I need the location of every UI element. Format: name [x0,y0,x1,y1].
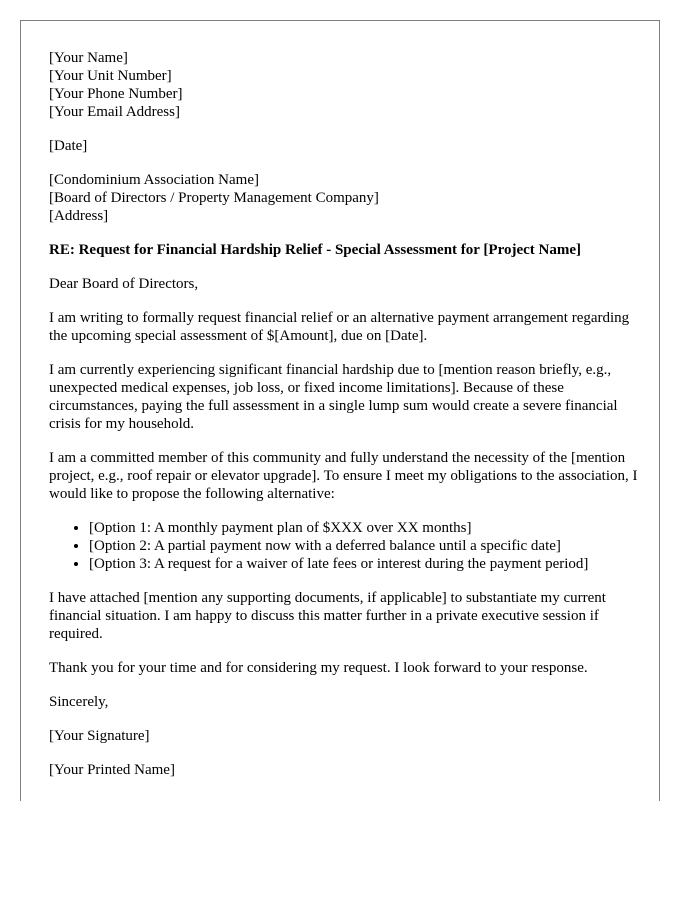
body-paragraph-1: I am writing to formally request financial relief or an alternative payment arrangement regarding the upcoming special assessment of $[Amount], due on [Date]. [49,310,630,344]
options-list [49,519,639,573]
sender-email: [Your Email Address] [49,104,180,120]
signature-placeholder: [Your Signature] [49,728,150,744]
sender-phone: [Your Phone Number] [49,86,183,102]
closing-paragraph-1: I have attached [mention any supporting documents, if applicable] to substantiate my current financial situation. I am happy to discuss this matter further in a private executive session if required. [49,590,606,642]
option-item: • [Option 2: A partial payment now with a deferred balance until a specific date] [89,537,639,555]
letter-page [20,20,660,801]
sender-block [49,49,639,121]
sender-name: [Your Name] [49,50,128,66]
option-item: • [Option 3: A request for a waiver of late fees or interest during the payment period] [89,555,639,573]
body-paragraph-3: I am a committed member of this community and fully understand the necessity of the [mention project, e.g., roof repair or elevator upgrade]. To ensure I meet my obligations to the association, I would like to propose the following alternative: [49,450,638,502]
printed-name: [Your Printed Name] [49,762,175,778]
recipient-block [49,171,639,225]
closing-paragraph-2: Thank you for your time and for considering my request. I look forward to your response. [49,660,588,676]
body-paragraph-2: I am currently experiencing significant financial hardship due to [mention reason briefly, e.g., unexpected medical expenses, job loss, or fixed income limitations]. Because of these circumstances, paying the full assessment in a single lump sum would create a severe financial crisis for my household. [49,362,618,432]
recipient-association: [Condominium Association Name] [49,172,259,188]
subject-line: RE: Request for Financial Hardship Relief - Special Assessment for [Project Name] [49,242,582,258]
salutation: Dear Board of Directors, [49,276,199,292]
recipient-board: [Board of Directors / Property Management Company] [49,190,379,206]
option-item: • [Option 1: A monthly payment plan of $XXX over XX months] [89,519,639,537]
recipient-address: [Address] [49,208,109,224]
sign-off: Sincerely, [49,694,109,710]
letter-content [49,49,639,779]
date-line: [Date] [49,138,88,154]
sender-unit: [Your Unit Number] [49,68,172,84]
